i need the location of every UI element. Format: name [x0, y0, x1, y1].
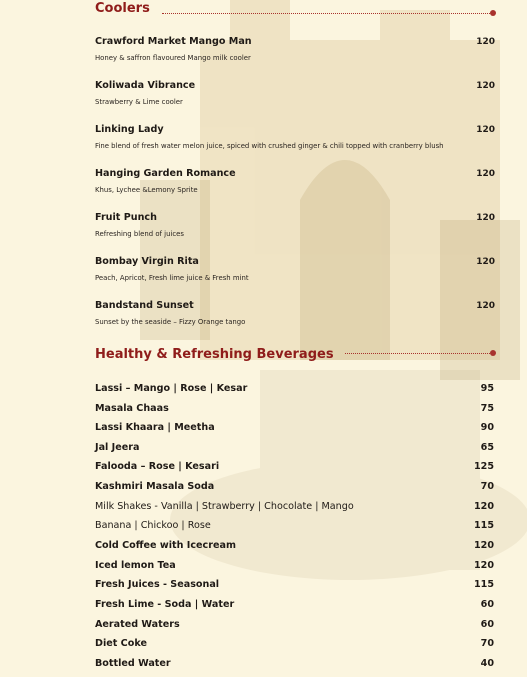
- beverage-price: 120: [473, 560, 494, 571]
- beverage-name: Lassi – Mango | Rose | Kesar: [95, 383, 248, 394]
- beverage-price: 60: [480, 619, 494, 630]
- beverage-name: Banana | Chickoo | Rose: [95, 520, 211, 531]
- beverage-price: 70: [480, 481, 494, 492]
- beverage-name: Iced lemon Tea: [95, 560, 176, 571]
- beverage-price: 65: [480, 442, 494, 453]
- beverage-row: [0, 540, 527, 556]
- cooler-price: 120: [476, 301, 495, 311]
- coolers-title: Coolers: [95, 1, 150, 16]
- beverage-name: Jal Jeera: [95, 442, 140, 453]
- beverage-name: Diet Coke: [95, 638, 147, 649]
- cooler-desc: Sunset by the seaside – Fizzy Orange tango: [95, 318, 246, 326]
- beverage-name: Bottled Water: [95, 658, 171, 669]
- beverage-price: 120: [473, 501, 494, 512]
- beverage-row: [0, 442, 527, 458]
- cooler-name: Bandstand Sunset: [95, 300, 194, 311]
- beverage-row: [0, 638, 527, 654]
- beverage-row: [0, 383, 527, 399]
- beverage-name: Falooda – Rose | Kesari: [95, 461, 220, 472]
- cooler-name: Bombay Virgin Rita: [95, 256, 199, 267]
- beverage-price: 70: [480, 638, 494, 649]
- cooler-price: 120: [476, 213, 495, 223]
- beverage-name: Cold Coffee with Icecream: [95, 540, 236, 551]
- coolers-divider-end: [490, 10, 496, 16]
- cooler-desc: Fine blend of fresh water melon juice, spiced with crushed ginger & chili topped with cranberry blush: [95, 142, 444, 150]
- cooler-price: 120: [476, 125, 495, 135]
- cooler-price: 120: [476, 37, 495, 47]
- beverage-price: 115: [473, 579, 494, 590]
- beverage-row: [0, 520, 527, 536]
- cooler-desc: Honey & saffron flavoured Mango milk cooler: [95, 54, 251, 62]
- beverage-price: 125: [473, 461, 494, 472]
- beverage-name: Fresh Juices - Seasonal: [95, 579, 220, 590]
- beverage-row: [0, 579, 527, 595]
- cooler-price: 120: [476, 169, 495, 179]
- cooler-price: 120: [476, 81, 495, 91]
- cooler-name: Crawford Market Mango Man: [95, 36, 252, 47]
- cooler-desc: Strawberry & Lime cooler: [95, 98, 183, 106]
- cooler-desc: Khus, Lychee &Lemony Sprite: [95, 186, 198, 194]
- cooler-name: Fruit Punch: [95, 212, 157, 223]
- coolers-divider: [162, 13, 492, 14]
- beverages-divider: [345, 353, 492, 354]
- beverage-row: [0, 619, 527, 635]
- cooler-name: Hanging Garden Romance: [95, 168, 236, 179]
- beverage-price: 75: [480, 403, 494, 414]
- beverage-price: 95: [480, 383, 494, 394]
- beverage-row: [0, 422, 527, 438]
- beverage-name: Milk Shakes - Vanilla | Strawberry | Chocolate | Mango: [95, 501, 354, 512]
- beverage-row: [0, 560, 527, 576]
- beverage-row: [0, 481, 527, 497]
- beverage-name: Kashmiri Masala Soda: [95, 481, 215, 492]
- cooler-desc: Refreshing blend of juices: [95, 230, 184, 238]
- beverage-row: [0, 599, 527, 615]
- cooler-desc: Peach, Apricot, Fresh lime juice & Fresh mint: [95, 274, 249, 282]
- beverage-row: [0, 501, 527, 517]
- beverages-divider-end: [490, 350, 496, 356]
- beverages-title: Healthy & Refreshing Beverages: [95, 347, 334, 362]
- beverage-price: 90: [480, 422, 494, 433]
- beverage-row: [0, 403, 527, 419]
- cooler-price: 120: [476, 257, 495, 267]
- beverage-row: [0, 461, 527, 477]
- beverage-name: Fresh Lime - Soda | Water: [95, 599, 235, 610]
- cooler-name: Linking Lady: [95, 124, 164, 135]
- beverage-price: 115: [473, 520, 494, 531]
- cooler-name: Koliwada Vibrance: [95, 80, 196, 91]
- beverage-price: 60: [480, 599, 494, 610]
- beverage-name: Lassi Khaara | Meetha: [95, 422, 215, 433]
- beverage-name: Aerated Waters: [95, 619, 180, 630]
- beverage-price: 120: [473, 540, 494, 551]
- beverage-price: 40: [480, 658, 494, 669]
- beverage-row: [0, 658, 527, 674]
- beverage-name: Masala Chaas: [95, 403, 169, 414]
